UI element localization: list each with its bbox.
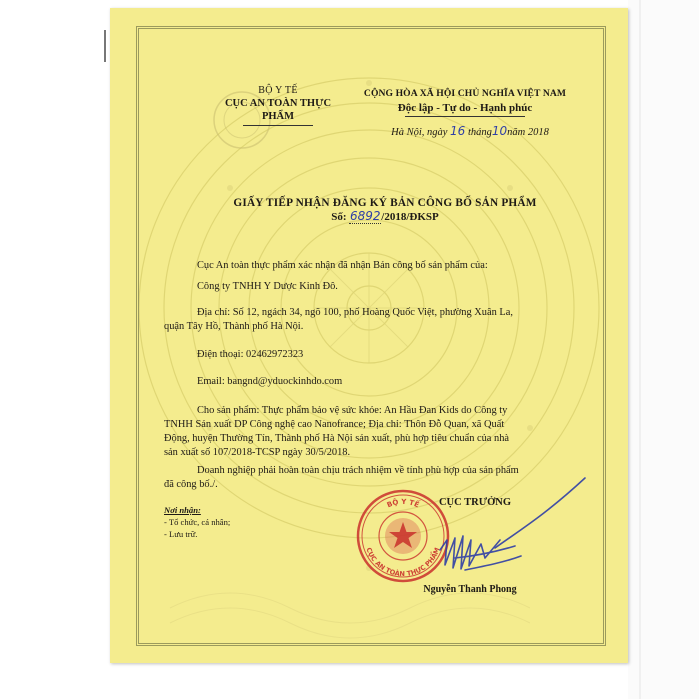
phone-number: Điện thoại: 02462972323 xyxy=(197,349,304,360)
handwritten-signature xyxy=(425,470,595,590)
product-line-4: sản xuất số 107/2018-TCSP ngày 30/5/2018. xyxy=(164,447,351,458)
number-suffix: /2018/ĐKSP xyxy=(381,211,439,223)
product-line-3: Động, huyện Thường Tín, Thành phố Hà Nội sản xuất, phù hợp tiêu chuẩn của nhà xyxy=(164,433,510,444)
svg-text:BỘ Y TẾ xyxy=(386,497,421,509)
signatory-name: Nguyễn Thanh Phong xyxy=(423,584,517,595)
country-name: CỘNG HÒA XÃ HỘI CHỦ NGHĨA VIỆT NAM xyxy=(363,88,567,99)
document-title: GIẤY TIẾP NHẬN ĐĂNG KÝ BẢN CÔNG BỐ SẢN PHẨM xyxy=(233,197,537,209)
address-line-1: Địa chỉ: Số 12, ngách 34, ngõ 100, phố Hoàng Quốc Việt, phường Xuân La, xyxy=(197,307,513,318)
scan-mark xyxy=(104,30,106,62)
national-header xyxy=(355,87,575,117)
seal-top-text: BỘ Y TẾ xyxy=(385,497,421,510)
ministry-name: BỘ Y TẾ xyxy=(258,85,298,96)
recipients-block xyxy=(164,504,230,540)
number-handwritten: 6892 xyxy=(350,209,381,223)
company-name: Công ty TNHH Y Dược Kinh Đô. xyxy=(197,281,338,292)
national-motto: Độc lập - Tự do - Hạnh phúc xyxy=(397,102,533,114)
responsibility-line-2: đã công bố./. xyxy=(164,479,218,490)
motto-divider xyxy=(405,116,525,117)
date-prefix: Hà Nội, ngày xyxy=(391,127,448,138)
header-divider xyxy=(243,125,313,126)
number-prefix: Số: xyxy=(331,211,347,223)
date-day: 16 xyxy=(450,124,466,138)
recipient-item: - Lưu trữ. xyxy=(164,529,198,539)
issuing-authority xyxy=(218,84,338,126)
intro-text: Cục An toàn thực phẩm xác nhận đã nhận Bản công bố sản phẩm của: xyxy=(197,260,488,271)
recipients-label: Nơi nhận: xyxy=(164,505,201,515)
email-address: Email: bangnd@yduockinhdo.com xyxy=(197,376,343,387)
seal-bottom-text: CỤC AN TOÀN THỰC PHẨM xyxy=(364,546,442,579)
product-line-1: Cho sản phẩm: Thực phẩm bảo vệ sức khỏe: An Hầu Đan Kids do Công ty xyxy=(197,405,508,416)
address-line-2: quận Tây Hồ, Thành phố Hà Nội. xyxy=(164,321,304,332)
document-number xyxy=(200,209,570,224)
product-line-2: TNHH Sản xuất DP Công nghệ cao Nanofrance; Địa chỉ: Thôn Đỗ Quan, xã Quất xyxy=(164,419,505,430)
issue-date xyxy=(370,124,570,138)
signatory-title: CỤC TRƯỞNG xyxy=(438,497,512,508)
date-year: năm 2018 xyxy=(507,127,549,138)
date-month: 10 xyxy=(491,124,508,138)
date-month-label: tháng xyxy=(467,127,492,138)
responsibility-line-1: Doanh nghiệp phải hoàn toàn chịu trách nhiệm về tính phù hợp của sản phẩm xyxy=(197,465,519,476)
agency-name: CỤC AN TOÀN THỰC PHẨM xyxy=(224,98,332,122)
recipient-item: - Tổ chức, cá nhân; xyxy=(164,517,231,527)
